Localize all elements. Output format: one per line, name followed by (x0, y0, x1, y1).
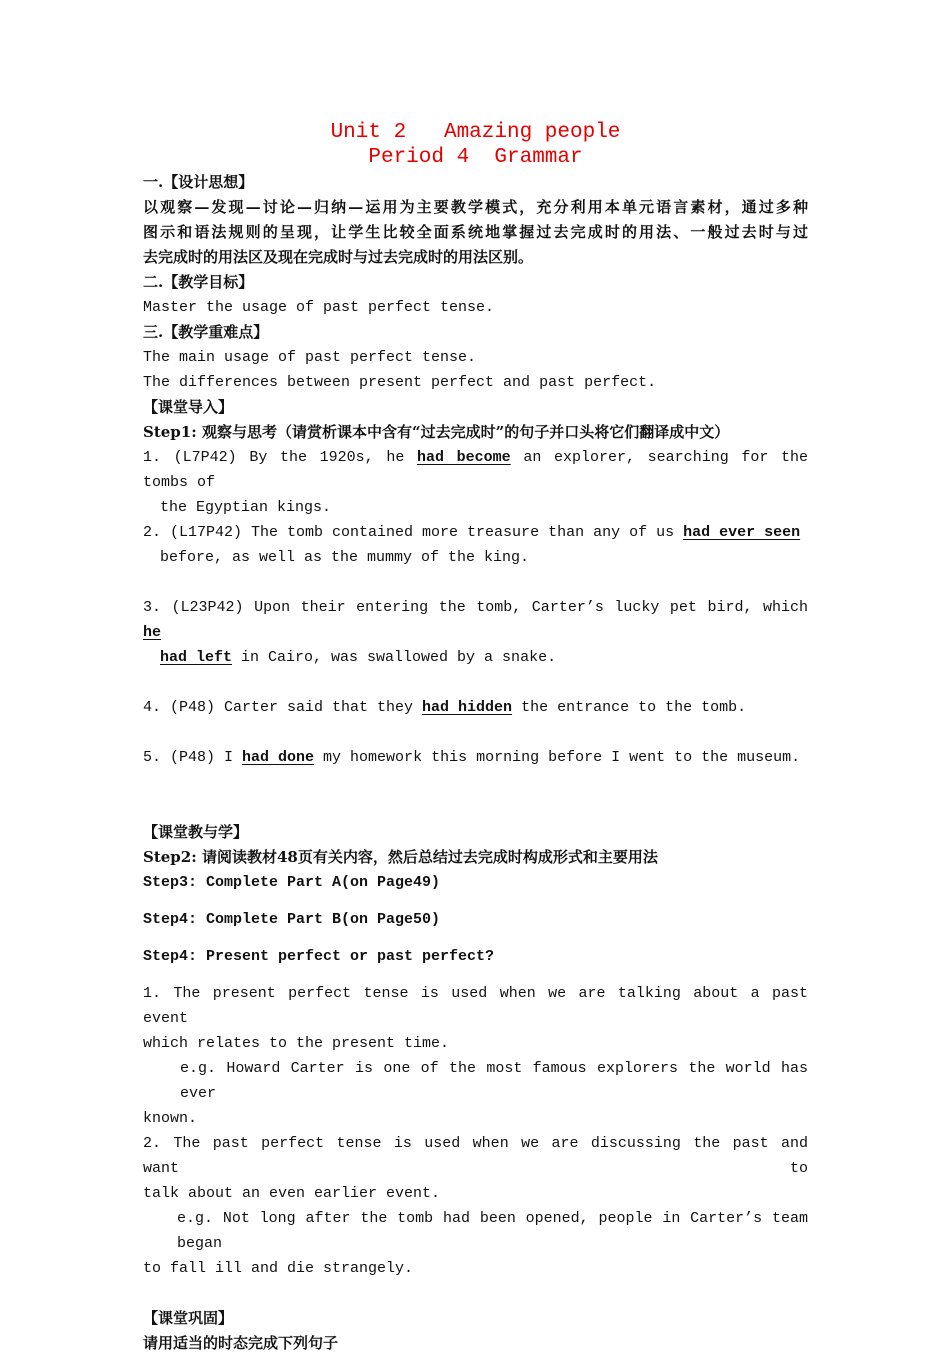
example-text: my homework this morning before I went to the museum. (314, 749, 801, 766)
example-continuation: in Cairo, was swallowed by a snake. (232, 649, 557, 666)
underlined-verb: had done (242, 749, 315, 766)
key-line-1: The main usage of past perfect tense. (143, 349, 477, 366)
point2-line-1: 2. The past perfect tense is used when we are discussing the past and want to (143, 1135, 818, 1177)
underlined-verb: he (143, 624, 162, 641)
design-heading: 一.【设计思想】 (143, 173, 254, 191)
underlined-verb: had left (160, 649, 233, 666)
intro-heading: 【课堂导入】 (143, 398, 234, 416)
step1-text: Step1: 观察与思考（请赏析课本中含有“过去完成时”的句子并口头将它们翻译成中文） (143, 423, 730, 441)
point1-example-1: e.g. Howard Carter is one of the most famous explorers the world has ever (180, 1060, 818, 1102)
example-item-5 (143, 745, 808, 770)
point1-line-2: which relates to the present time. (143, 1035, 450, 1052)
example-continuation: the Egyptian kings. (160, 499, 332, 516)
key-line-2: The differences between present perfect and past perfect. (143, 374, 657, 391)
point2-example-1: e.g. Not long after the tomb had been opened, people in Carter’s team began (177, 1210, 818, 1252)
title-line-2: Period 4 Grammar (368, 146, 583, 169)
point1-line-1: 1. The present perfect tense is used when we are talking about a past event (143, 985, 818, 1027)
example-text: 5. (P48) I (143, 749, 243, 766)
step4a-text: Step4: Complete Part B(on Page50) (143, 911, 441, 928)
step3-text: Step3: Complete Part A(on Page49) (143, 874, 441, 891)
design-text-3: 去完成时的用法区及现在完成时与过去完成时的用法区别。 (143, 248, 534, 266)
title-line-1: Unit 2 Amazing people (330, 121, 621, 144)
goals-heading: 二.【教学目标】 (143, 273, 254, 291)
point1-example-2: known. (143, 1110, 198, 1127)
underlined-verb: had become (417, 449, 511, 466)
key-heading: 三.【教学重难点】 (143, 323, 269, 341)
underlined-verb: had hidden (422, 699, 513, 716)
point2-example-2: to fall ill and die strangely. (143, 1260, 414, 1277)
design-text-1: 以观察—发现—讨论—归纳—运用为主要教学模式，充分利用本单元语言素材，通过多种 (143, 198, 808, 216)
design-text-2: 图示和语法规则的呈现，让学生比较全面系统地掌握过去完成时的用法、一般过去时与过 (143, 223, 808, 241)
example-text: the entrance to the tomb. (512, 699, 747, 716)
document-page (143, 120, 818, 1356)
consolidate-text: 请用适当的时态完成下列句子 (143, 1334, 339, 1352)
step4b-text: Step4: Present perfect or past perfect? (143, 948, 495, 965)
example-text: 2. (L17P42) The tomb contained more treasure than any of us (143, 524, 684, 541)
example-continuation: before, as well as the mummy of the king. (160, 549, 530, 566)
example-text: an explorer, searching for the tombs of (143, 449, 809, 491)
example-item-3 (143, 595, 808, 670)
goals-text: Master the usage of past perfect tense. (143, 299, 495, 316)
example-item-1 (143, 445, 808, 520)
teach-heading: 【课堂教与学】 (143, 823, 249, 841)
step2-text: Step2: 请阅读教材48页有关内容，然后总结过去完成时构成形式和主要用法 (143, 848, 658, 866)
example-text: 1. (L7P42) By the 1920s, he (143, 449, 417, 466)
example-text: 3. (L23P42) Upon their entering the tomb, Carter’s lucky pet bird, which (143, 599, 808, 616)
example-text: 4. (P48) Carter said that they (143, 699, 423, 716)
consolidate-heading: 【课堂巩固】 (143, 1309, 234, 1327)
point2-line-2: talk about an even earlier event. (143, 1185, 441, 1202)
example-item-4 (143, 695, 808, 720)
underlined-verb: had ever seen (683, 524, 801, 541)
example-item-2 (143, 520, 808, 570)
